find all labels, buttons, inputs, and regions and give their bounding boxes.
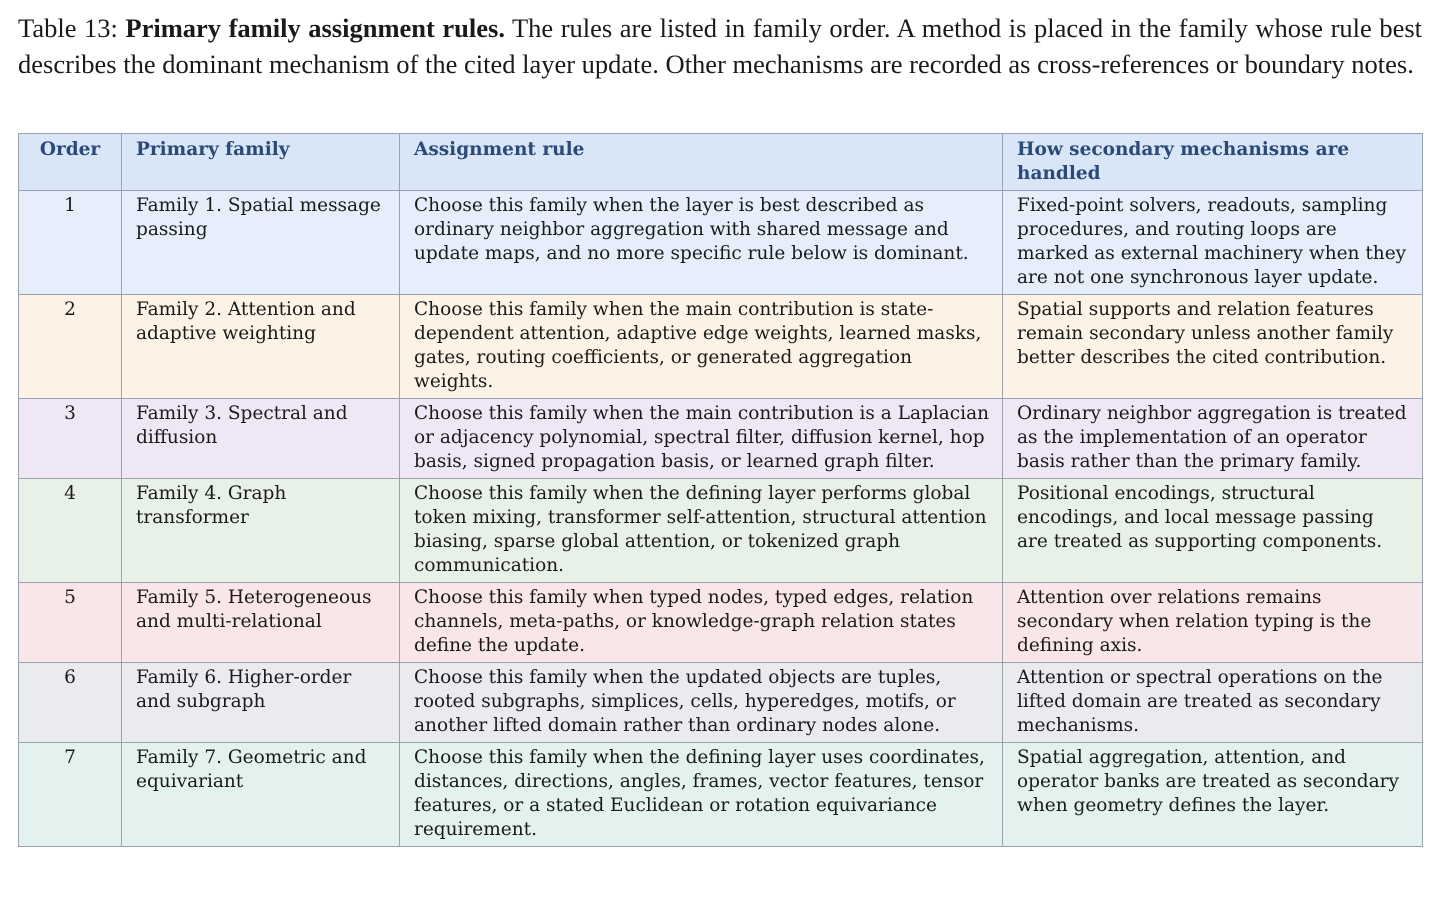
cell-secondary: Attention over relations remains secondary when relation typing is the defining axis. [1003, 583, 1423, 663]
cell-rule: Choose this family when the main contribution is a Laplacian or adjacency polynomial, spectral filter, diffusion kernel, hop basis, signed propagation basis, or learned graph filter. [400, 399, 1003, 479]
header-assignment-rule: Assignment rule [400, 134, 1003, 191]
header-primary-family: Primary family [122, 134, 400, 191]
table-row [19, 191, 1423, 295]
table-header-row [19, 134, 1423, 191]
caption-text: The rules are listed in family order. A method is placed in the family whose rule best describes the dominant mechanism of the cited layer update. Other mechanisms are recorded as cross-references or boundary notes. [18, 13, 1423, 79]
cell-family: Family 5. Heterogeneous and multi-relational [122, 583, 400, 663]
cell-family: Family 3. Spectral and diffusion [122, 399, 400, 479]
header-secondary-mechanisms: How secondary mechanisms are handled [1003, 134, 1423, 191]
table-row [19, 295, 1423, 399]
table-row [19, 743, 1423, 847]
table-caption [18, 10, 1422, 82]
cell-secondary: Spatial supports and relation features remain secondary unless another family better describes the cited contribution. [1003, 295, 1423, 399]
cell-secondary: Attention or spectral operations on the lifted domain are treated as secondary mechanisms. [1003, 663, 1423, 743]
cell-secondary: Positional encodings, structural encodings, and local message passing are treated as supporting components. [1003, 479, 1423, 583]
cell-secondary: Spatial aggregation, attention, and operator banks are treated as secondary when geometry defines the layer. [1003, 743, 1423, 847]
cell-order: 5 [19, 583, 122, 663]
cell-order: 1 [19, 191, 122, 295]
caption-title: Primary family assignment rules. [125, 13, 505, 43]
cell-secondary: Ordinary neighbor aggregation is treated as the implementation of an operator basis rather than the primary family. [1003, 399, 1423, 479]
cell-family: Family 7. Geometric and equivariant [122, 743, 400, 847]
cell-secondary: Fixed-point solvers, readouts, sampling procedures, and routing loops are marked as external machinery when they are not one synchronous layer update. [1003, 191, 1423, 295]
table-row [19, 399, 1423, 479]
cell-rule: Choose this family when typed nodes, typed edges, relation channels, meta-paths, or knowledge-graph relation states define the update. [400, 583, 1003, 663]
cell-order: 4 [19, 479, 122, 583]
family-rules-table [18, 133, 1423, 847]
cell-family: Family 6. Higher-order and subgraph [122, 663, 400, 743]
cell-rule: Choose this family when the main contribution is state-dependent attention, adaptive edge weights, learned masks, gates, routing coefficients, or generated aggregation weights. [400, 295, 1003, 399]
cell-rule: Choose this family when the defining layer performs global token mixing, transformer self-attention, structural attention biasing, sparse global attention, or tokenized graph communication. [400, 479, 1003, 583]
cell-family: Family 1. Spatial message passing [122, 191, 400, 295]
cell-order: 2 [19, 295, 122, 399]
cell-family: Family 4. Graph transformer [122, 479, 400, 583]
cell-rule: Choose this family when the updated objects are tuples, rooted subgraphs, simplices, cells, hyperedges, motifs, or another lifted domain rather than ordinary nodes alone. [400, 663, 1003, 743]
caption-label: Table 13: [18, 13, 118, 43]
header-order: Order [19, 134, 122, 191]
table-row [19, 583, 1423, 663]
cell-order: 7 [19, 743, 122, 847]
table-row [19, 663, 1423, 743]
cell-order: 6 [19, 663, 122, 743]
cell-family: Family 2. Attention and adaptive weighting [122, 295, 400, 399]
cell-rule: Choose this family when the layer is best described as ordinary neighbor aggregation with shared message and update maps, and no more specific rule below is dominant. [400, 191, 1003, 295]
cell-order: 3 [19, 399, 122, 479]
table-row [19, 479, 1423, 583]
cell-rule: Choose this family when the defining layer uses coordinates, distances, directions, angles, frames, vector features, tensor features, or a stated Euclidean or rotation equivariance requirement. [400, 743, 1003, 847]
